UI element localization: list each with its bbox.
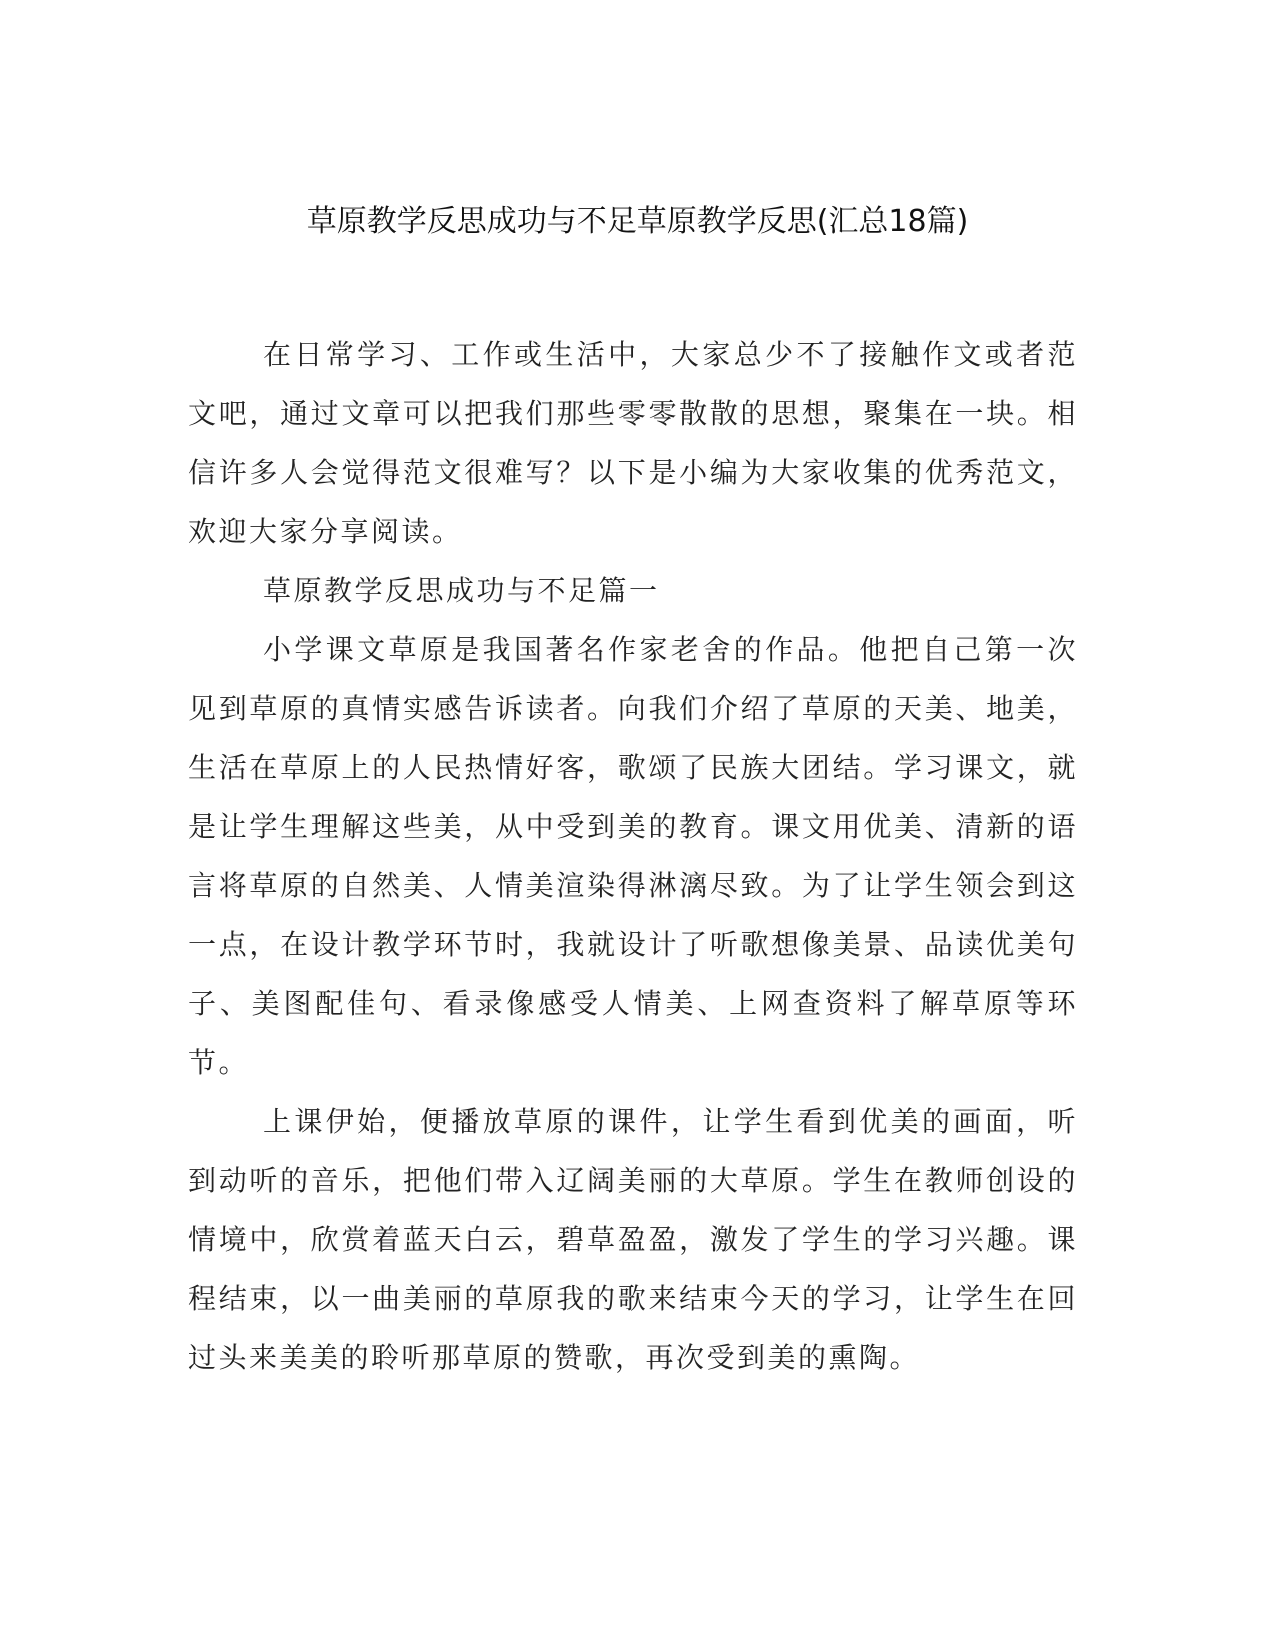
- intro-paragraph: 在日常学习、工作或生活中，大家总少不了接触作文或者范文吧，通过文章可以把我们那些零零散散的思想，聚集在一块。相信许多人会觉得范文很难写？以下是小编为大家收集的优秀范文，欢迎大家分享阅读。: [188, 338, 1078, 548]
- body-paragraph-2: 上课伊始，便播放草原的课件，让学生看到优美的画面，听到动听的音乐，把他们带入辽阔美丽的大草原。学生在教师创设的情境中，欣赏着蓝天白云，碧草盈盈，激发了学生的学习兴趣。课程结束，以一曲美丽的草原我的歌来结束今天的学习，让学生在回过头来美美的聆听那草原的赞歌，再次受到美的熏陶。: [188, 1105, 1078, 1374]
- body-paragraph-1: 小学课文草原是我国著名作家老舍的作品。他把自己第一次见到草原的真情实感告诉读者。向我们介绍了草原的天美、地美，生活在草原上的人民热情好客，歌颂了民族大团结。学习课文，就是让学生理解这些美，从中受到美的教育。课文用优美、清新的语言将草原的自然美、人情美渲染得淋漓尽致。为了让学生领会到这一点，在设计教学环节时，我就设计了听歌想像美景、品读优美句子、美图配佳句、看录像感受人情美、上网查资料了解草原等环节。: [188, 633, 1078, 1079]
- document-body: [188, 325, 1078, 1387]
- document-title: 草原教学反思成功与不足草原教学反思(汇总18篇): [306, 204, 969, 239]
- section-heading: 草原教学反思成功与不足篇一: [263, 574, 660, 607]
